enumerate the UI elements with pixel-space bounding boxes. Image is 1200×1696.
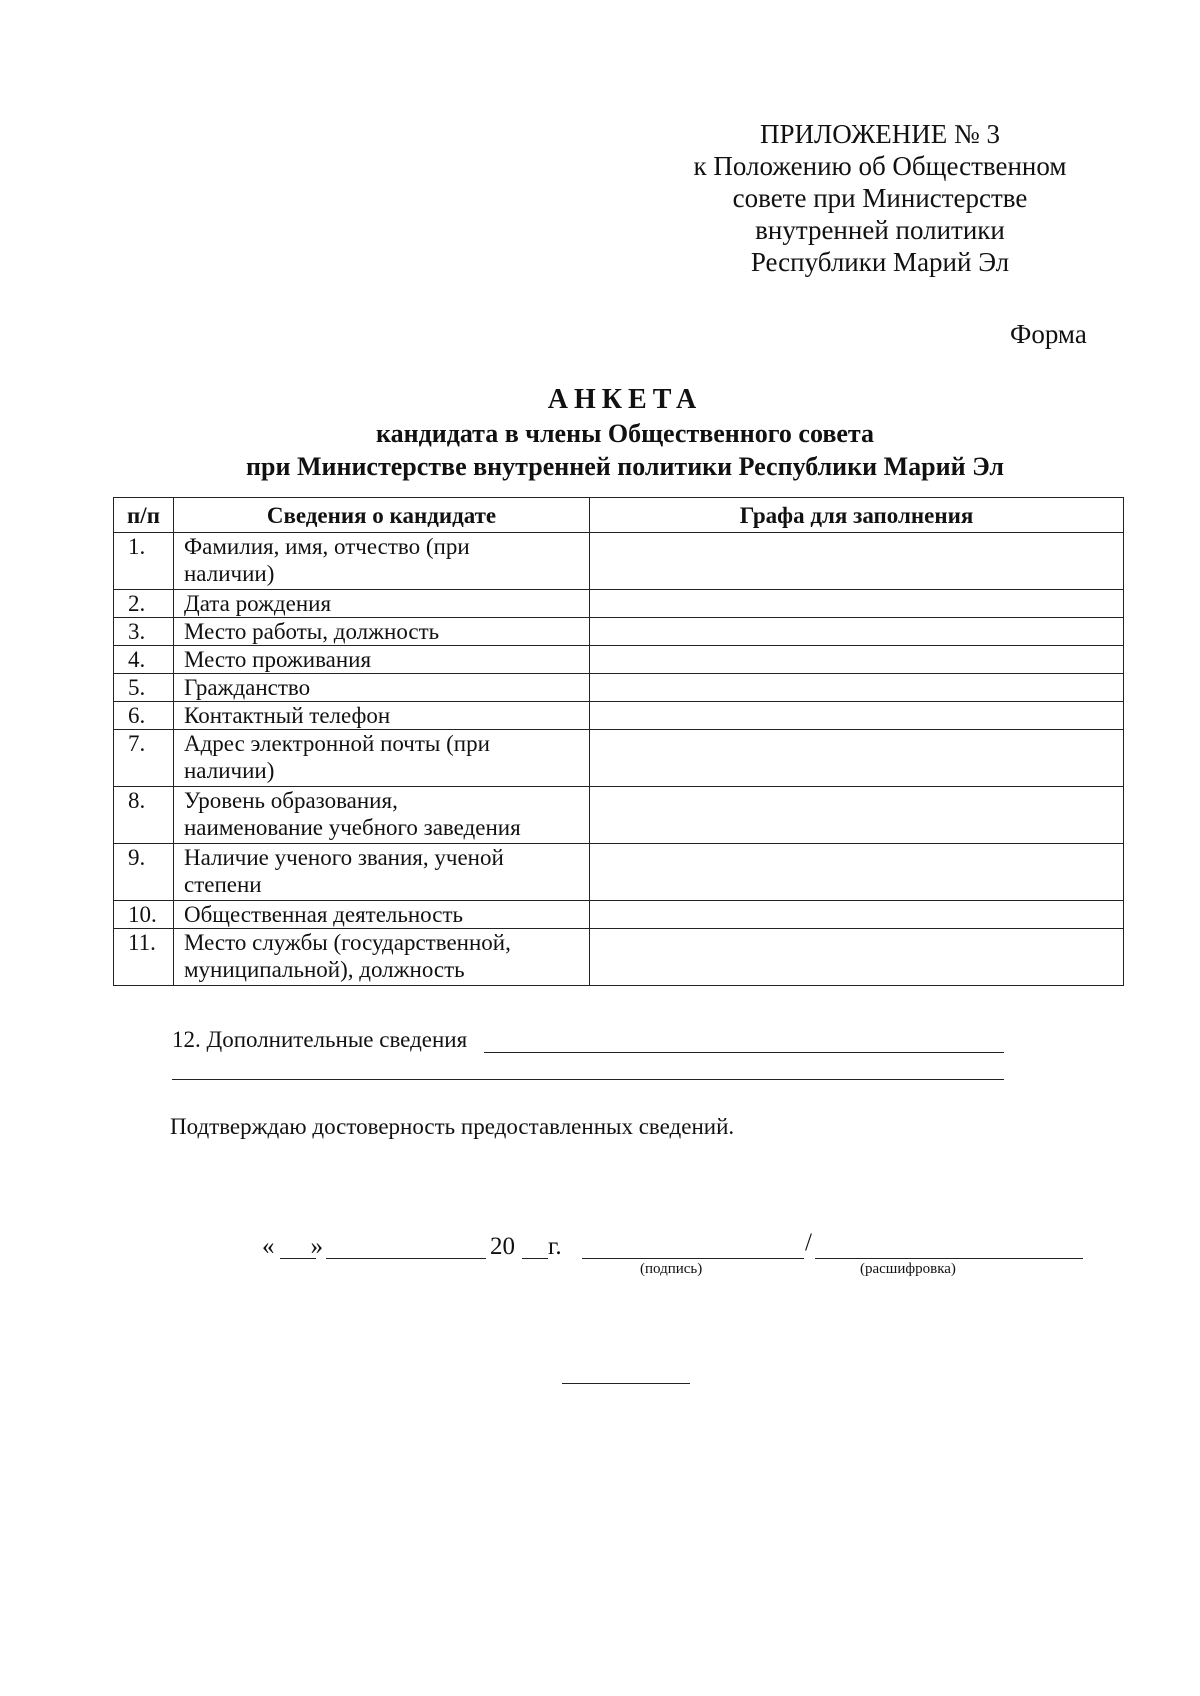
- row-label: Общественная деятельность: [174, 901, 590, 929]
- fill-cell[interactable]: [590, 702, 1124, 730]
- end-divider: [562, 1383, 690, 1384]
- row-label: Уровень образования, наименование учебного заведения: [174, 787, 590, 844]
- questionnaire-table: [113, 497, 1124, 986]
- table-row: [114, 702, 1124, 730]
- fill-cell[interactable]: [590, 590, 1124, 618]
- row-label: Фамилия, имя, отчество (при наличии): [174, 533, 590, 590]
- fill-cell[interactable]: [590, 646, 1124, 674]
- table-row: [114, 901, 1124, 929]
- appendix-line: к Положению об Общественном: [693, 151, 1067, 181]
- title-subtitle: при Министерстве внутренней политики Республики Марий Эл: [246, 452, 1004, 481]
- row-number: 3.: [114, 618, 174, 646]
- appendix-header: [640, 118, 1120, 278]
- table-row: [114, 844, 1124, 901]
- row-number: 2.: [114, 590, 174, 618]
- row-number: 9.: [114, 844, 174, 901]
- row-label: Наличие ученого звания, ученой степени: [174, 844, 590, 901]
- row-number: 4.: [114, 646, 174, 674]
- date-month-line[interactable]: [326, 1258, 486, 1259]
- table-row: [114, 674, 1124, 702]
- signature-slash: /: [805, 1229, 812, 1256]
- row-label: Контактный телефон: [174, 702, 590, 730]
- date-quote-marks: « »: [262, 1233, 323, 1260]
- row-number: 11.: [114, 929, 174, 986]
- fill-cell[interactable]: [590, 533, 1124, 590]
- confirmation-text: Подтверждаю достоверность предоставленных сведений.: [170, 1114, 735, 1139]
- signature-decode-line[interactable]: [815, 1258, 1083, 1259]
- fill-cell[interactable]: [590, 787, 1124, 844]
- additional-info-line[interactable]: [172, 1079, 1004, 1080]
- row-label: Адрес электронной почты (при наличии): [174, 730, 590, 787]
- date-year-line[interactable]: [522, 1258, 548, 1259]
- row-label: Дата рождения: [174, 590, 590, 618]
- fill-cell[interactable]: [590, 929, 1124, 986]
- appendix-line: совете при Министерстве: [732, 183, 1028, 213]
- table-row: [114, 590, 1124, 618]
- table-row: [114, 646, 1124, 674]
- date-year-suffix: г.: [548, 1233, 562, 1260]
- table-row: [114, 730, 1124, 787]
- table-row: [114, 618, 1124, 646]
- title-subtitle: кандидата в члены Общественного совета: [376, 419, 874, 448]
- date-day-line[interactable]: [280, 1258, 316, 1259]
- fill-cell[interactable]: [590, 901, 1124, 929]
- table-row: [114, 533, 1124, 590]
- row-label: Место работы, должность: [174, 618, 590, 646]
- row-label: Гражданство: [174, 674, 590, 702]
- row-number: 7.: [114, 730, 174, 787]
- column-header-number: п/п: [114, 498, 174, 533]
- row-number: 1.: [114, 533, 174, 590]
- signature-decode-caption: (расшифровка): [860, 1261, 956, 1277]
- table-row: [114, 929, 1124, 986]
- additional-info-line[interactable]: [484, 1052, 1004, 1053]
- row-number: 5.: [114, 674, 174, 702]
- appendix-number: ПРИЛОЖЕНИЕ № 3: [759, 119, 1001, 149]
- appendix-line: Республики Марий Эл: [750, 247, 1010, 277]
- signature-caption: (подпись): [640, 1261, 703, 1277]
- document-title: [60, 383, 1190, 483]
- row-number: 10.: [114, 901, 174, 929]
- signature-line[interactable]: [582, 1258, 804, 1259]
- title-main: АНКЕТА: [547, 384, 703, 415]
- appendix-line: внутренней политики: [755, 215, 1005, 245]
- column-header-fill: Графа для заполнения: [590, 498, 1124, 533]
- column-header-info: Сведения о кандидате: [174, 498, 590, 533]
- date-year-prefix: 20: [490, 1233, 515, 1260]
- additional-info-label: 12. Дополнительные сведения: [172, 1027, 468, 1052]
- row-number: 6.: [114, 702, 174, 730]
- fill-cell[interactable]: [590, 674, 1124, 702]
- fill-cell[interactable]: [590, 618, 1124, 646]
- table-row: [114, 787, 1124, 844]
- row-label: Место службы (государственной, муниципальной), должность: [174, 929, 590, 986]
- form-label: Форма: [1010, 319, 1087, 349]
- fill-cell[interactable]: [590, 730, 1124, 787]
- row-label: Место проживания: [174, 646, 590, 674]
- table-header-row: [114, 498, 1124, 533]
- fill-cell[interactable]: [590, 844, 1124, 901]
- row-number: 8.: [114, 787, 174, 844]
